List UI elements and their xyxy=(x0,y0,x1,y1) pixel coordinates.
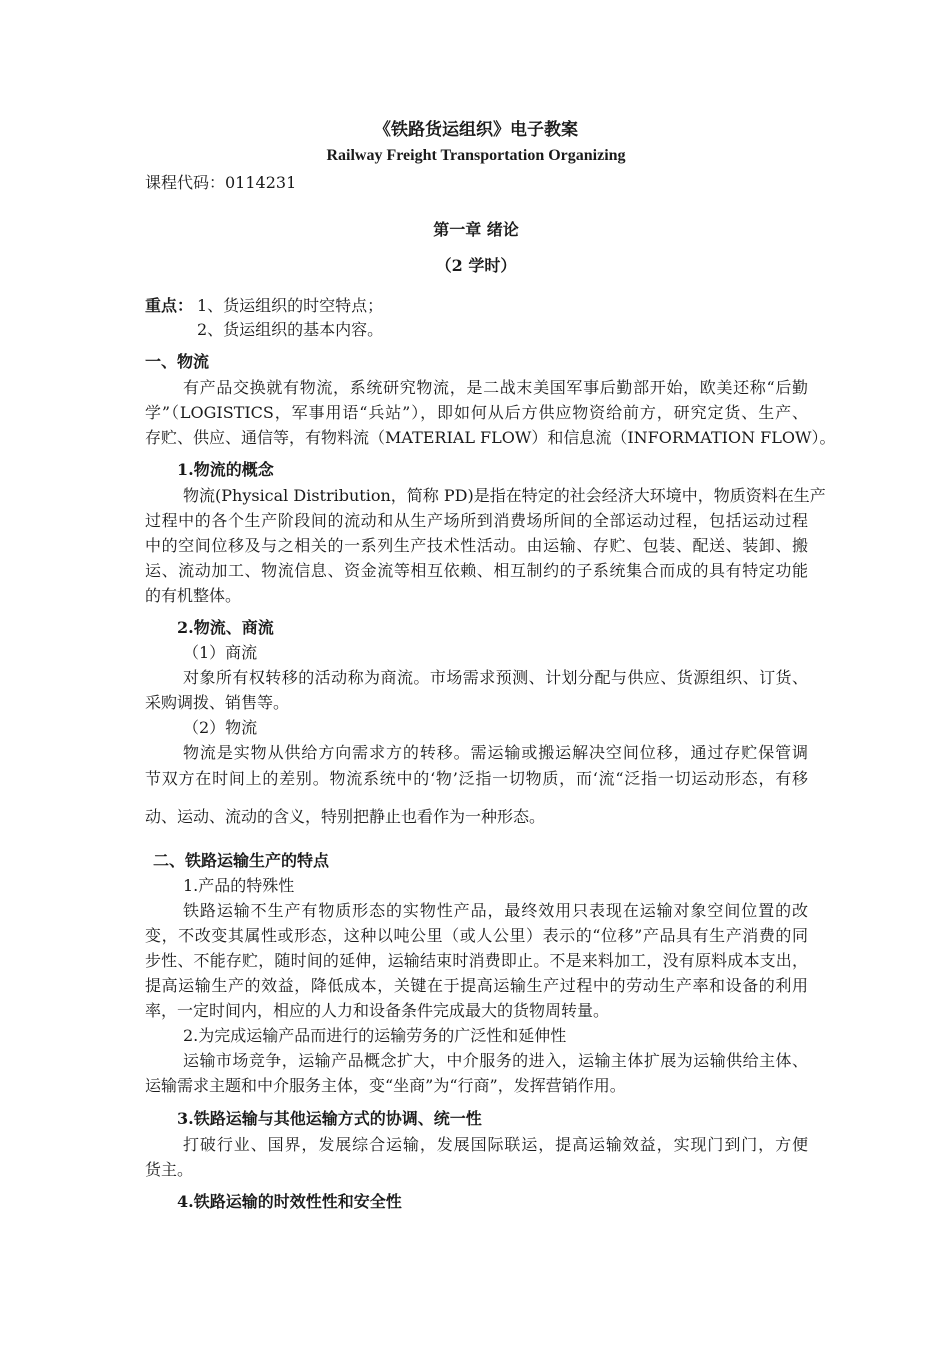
subsection-heading: 1.物流的概念 xyxy=(177,460,274,479)
document-title: 《铁路货运组织》电子教案 xyxy=(374,120,578,140)
paragraph-line: 步性、不能存贮，随时间的延伸，运输结束时消费即止。不是来料加工，没有原料成本支出， xyxy=(145,951,808,970)
key-points-label: 重点： xyxy=(145,296,194,315)
paragraph-line: 运输市场竞争，运输产品概念扩大，中介服务的进入，运输主体扩展为运输供给主体、 xyxy=(183,1051,808,1070)
paragraph-line: 节双方在时间上的差别。物流系统中的‘物’泛指一切物质，而‘流“泛指一切运动形态，有移 xyxy=(145,769,808,788)
subsection-heading: 1.产品的特殊性 xyxy=(183,876,295,895)
paragraph-line: 率，一定时间内，相应的人力和设备条件完成最大的货物周转量。 xyxy=(145,1001,610,1020)
key-point-1: 1、货运组织的时空特点； xyxy=(197,296,384,315)
subsection-heading: 2.为完成运输产品而进行的运输劳务的广泛性和延伸性 xyxy=(183,1026,567,1045)
paragraph-line: 提高运输生产的效益，降低成本，关键在于提高运输生产过程中的劳动生产率和设备的利用 xyxy=(145,976,808,995)
paragraph-line: 运、流动加工、物流信息、资金流等相互依赖、相互制约的子系统集合而成的具有特定功能 xyxy=(145,561,808,580)
item-label: （2）物流 xyxy=(183,718,258,737)
section-heading: 一、物流 xyxy=(145,352,210,371)
paragraph-line: 变，不改变其属性或形态，这种以吨公里（或人公里）表示的“位移”产品具有生产消费的同 xyxy=(145,926,808,945)
paragraph-line: 存贮、供应、通信等，有物料流（MATERIAL FLOW）和信息流（INFORMATION FLOW）。 xyxy=(145,428,836,447)
document-subtitle: Railway Freight Transportation Organizing xyxy=(326,147,626,164)
chapter-hours: （2 学时） xyxy=(435,256,517,275)
paragraph-line: 过程中的各个生产阶段间的流动和从生产场所到消费场所间的全部运动过程，包括运动过程 xyxy=(145,511,808,530)
paragraph-line: 运输需求主题和中介服务主体，变“坐商”为“行商”，发挥营销作用。 xyxy=(145,1076,626,1095)
paragraph-line: 动、运动、流动的含义，特别把静止也看作为一种形态。 xyxy=(145,807,546,826)
course-code: 课程代码：0114231 xyxy=(145,173,297,192)
paragraph-line: 货主。 xyxy=(145,1160,194,1179)
chapter-title: 第一章 绪论 xyxy=(433,220,519,239)
key-point-2: 2、货运组织的基本内容。 xyxy=(197,320,384,339)
paragraph-line: 打破行业、国界，发展综合运输，发展国际联运，提高运输效益，实现门到门，方便 xyxy=(183,1135,808,1154)
paragraph-line: 的有机整体。 xyxy=(145,586,242,605)
subsection-heading: 4.铁路运输的时效性性和安全性 xyxy=(177,1192,402,1211)
paragraph-line: 中的空间位移及与之相关的一系列生产技术性活动。由运输、存贮、包装、配送、装卸、搬 xyxy=(145,536,808,555)
paragraph-line: 物流是实物从供给方向需求方的转移。需运输或搬运解决空间位移，通过存贮保管调 xyxy=(183,743,808,762)
paragraph-line: 有产品交换就有物流，系统研究物流，是二战末美国军事后勤部开始，欧美还称“后勤 xyxy=(183,378,808,397)
item-label: （1）商流 xyxy=(183,643,258,662)
paragraph-line: 采购调拨、销售等。 xyxy=(145,693,290,712)
paragraph-line: 物流(Physical Distribution，简称 PD)是指在特定的社会经济大环境中，物质资料在生产 xyxy=(183,486,826,505)
section-heading: 二、铁路运输生产的特点 xyxy=(153,851,330,870)
paragraph-line: 铁路运输不生产有物质形态的实物性产品，最终效用只表现在运输对象空间位置的改 xyxy=(183,901,808,920)
paragraph-line: 学”（LOGISTICS，军事用语“兵站”），即如何从后方供应物资给前方，研究定货、生产、 xyxy=(145,403,808,422)
paragraph-line: 对象所有权转移的活动称为商流。市场需求预测、计划分配与供应、货源组织、订货、 xyxy=(183,668,808,687)
subsection-heading: 3.铁路运输与其他运输方式的协调、统一性 xyxy=(177,1109,482,1128)
subsection-heading: 2.物流、商流 xyxy=(177,618,274,637)
